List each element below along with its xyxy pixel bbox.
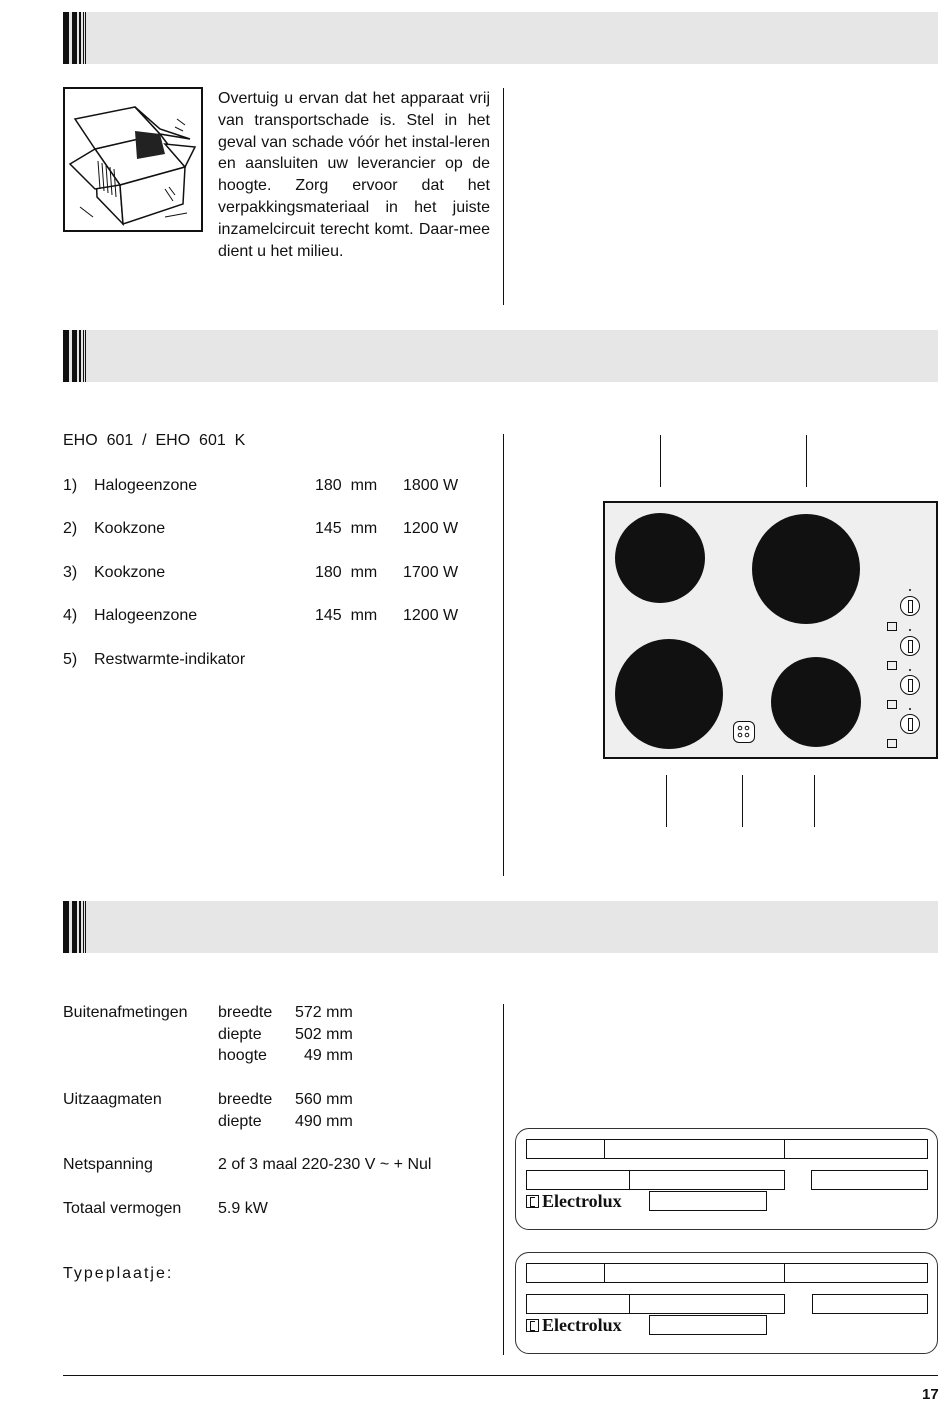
voltage-value: 2 of 3 maal 220-230 V ~ + Nul: [218, 1156, 432, 1173]
cooking-zone-1: [615, 513, 705, 603]
model-name: EHO 601 / EHO 601 K: [63, 432, 246, 449]
barcode-mark: [63, 901, 87, 953]
outer-dimensions-label: Buitenafmetingen: [63, 1004, 188, 1021]
brand-name: Electrolux: [542, 1191, 622, 1211]
callout-line: [666, 775, 667, 827]
zone-num: 3): [63, 564, 78, 581]
dimension-name: diepte: [218, 1113, 262, 1130]
zone-size: 180 mm: [315, 564, 378, 581]
hob-top: [603, 501, 938, 759]
zone-power: 1200 W: [403, 607, 459, 624]
transport-damage-text: Overtuig u ervan dat het apparaat vrij van transportschade is. Stel in het geval van schade vóór het instal-leren en aansluiten uw leverancier op de hoogte. Zorg ervoor dat het verpakkingsmateriaal in het juiste inzamelcircuit terecht komt. Daar-mee dient u het milieu.: [218, 90, 490, 260]
column-divider: [503, 88, 504, 305]
electrolux-logo: [526, 1315, 622, 1336]
zone-name: Restwarmte-indikator: [94, 651, 246, 668]
zone-name: Halogeenzone: [94, 607, 198, 624]
control-knob[interactable]: [900, 675, 920, 695]
dimension-name: diepte: [218, 1026, 262, 1043]
zone-size: 180 mm: [315, 477, 378, 494]
type-plate: [515, 1252, 938, 1354]
zone-size: 145 mm: [315, 607, 378, 624]
section-header-band-2: [63, 330, 938, 382]
zone-position-icon: [887, 700, 897, 709]
dimension-value: 490 mm: [295, 1113, 353, 1130]
dimension-value: 572 mm: [295, 1004, 353, 1021]
zone-position-icon: [887, 661, 897, 670]
callout-line: [660, 435, 661, 487]
zone-power: 1200 W: [403, 520, 459, 537]
zone-name: Halogeenzone: [94, 477, 198, 494]
packaging-box-illustration: [63, 87, 203, 232]
footer-rule: [63, 1375, 938, 1376]
dimension-value: 49 mm: [304, 1047, 353, 1064]
zone-num: 1): [63, 477, 78, 494]
control-knob[interactable]: [900, 636, 920, 656]
total-power-label: Totaal vermogen: [63, 1200, 182, 1217]
brand-name: Electrolux: [542, 1315, 622, 1335]
callout-line: [814, 775, 815, 827]
zone-num: 4): [63, 607, 78, 624]
zone-num: 5): [63, 651, 78, 668]
zone-power: 1700 W: [403, 564, 459, 581]
callout-line: [742, 775, 743, 827]
cutout-label: Uitzaagmaten: [63, 1091, 162, 1108]
total-power-value: 5.9 kW: [218, 1200, 268, 1217]
column-divider: [503, 434, 504, 876]
dimension-name: hoogte: [218, 1047, 267, 1064]
type-plate: [515, 1128, 938, 1230]
voltage-label: Netspanning: [63, 1156, 153, 1173]
cooking-zone-4: [771, 657, 861, 747]
section-header-band-1: [63, 12, 938, 64]
dimension-value: 502 mm: [295, 1026, 353, 1043]
electrolux-logo-icon: [526, 1195, 539, 1208]
zone-name: Kookzone: [94, 520, 166, 537]
cooking-zone-3: [615, 639, 723, 749]
zone-position-icon: [887, 739, 897, 748]
barcode-mark: [63, 12, 87, 64]
zone-power: 1800 W: [403, 477, 459, 494]
zone-position-icon: [887, 622, 897, 631]
barcode-mark: [63, 330, 87, 382]
electrolux-logo-icon: [526, 1319, 539, 1332]
electrolux-logo: [526, 1191, 622, 1212]
page-number: 17: [922, 1386, 939, 1403]
callout-line: [806, 435, 807, 487]
residual-heat-indicator: [733, 721, 755, 743]
zone-name: Kookzone: [94, 564, 166, 581]
column-divider: [503, 1004, 504, 1355]
zone-num: 2): [63, 520, 78, 537]
dimension-name: breedte: [218, 1004, 273, 1021]
typeplate-label: Typeplaatje:: [63, 1265, 174, 1282]
control-knob[interactable]: [900, 714, 920, 734]
dimension-value: 560 mm: [295, 1091, 353, 1108]
zone-size: 145 mm: [315, 520, 378, 537]
section-header-band-3: [63, 901, 938, 953]
control-knob[interactable]: [900, 596, 920, 616]
cooking-zone-2: [752, 514, 860, 624]
dimension-name: breedte: [218, 1091, 273, 1108]
